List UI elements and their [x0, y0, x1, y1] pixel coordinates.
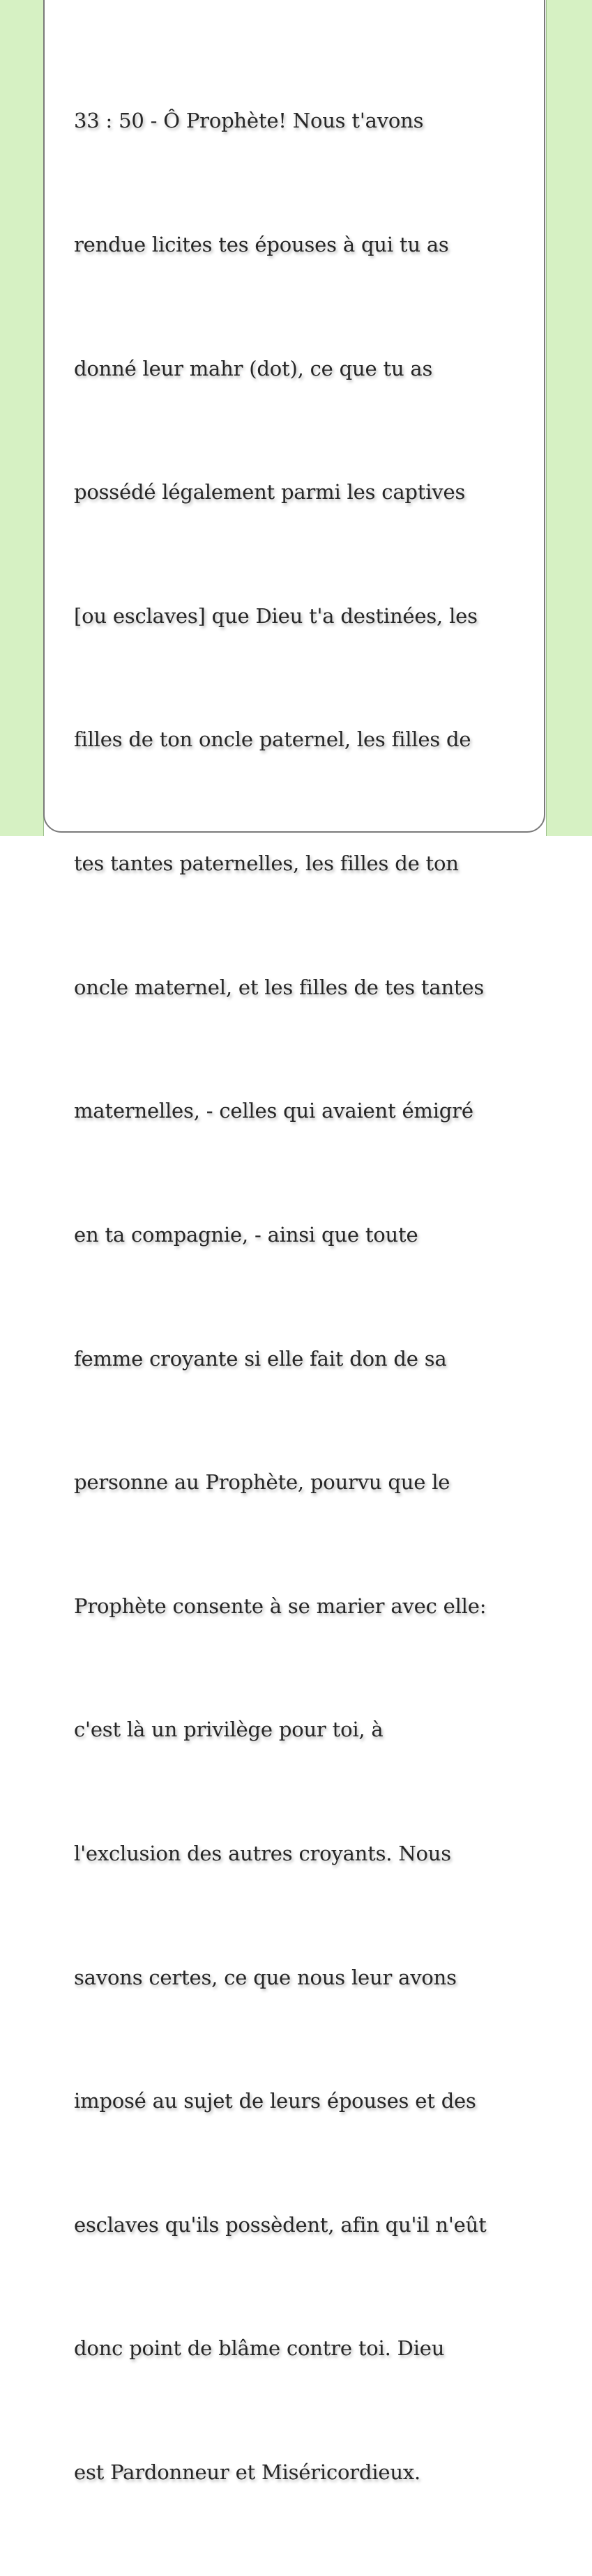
- verse-line: c'est là un privilège pour toi, à: [74, 1718, 384, 1742]
- verse-line: [ou esclaves] que Dieu t'a destinées, les: [74, 603, 478, 628]
- verse-line: filles de ton oncle paternel, les filles de: [74, 727, 471, 752]
- verse-line: Prophète consente à se marier avec elle:: [74, 1594, 487, 1618]
- verse-line: est Pardonneur et Miséricordieux.: [74, 2460, 420, 2484]
- verse-line: tes tantes paternelles, les filles de ton: [74, 851, 459, 876]
- verse-line: maternelles, - celles qui avaient émigré: [74, 1099, 473, 1123]
- verse-line: l'exclusion des autres croyants. Nous: [74, 1841, 451, 1865]
- verse-line: imposé au sujet de leurs épouses et des: [74, 2089, 476, 2113]
- verse-line: 33 : 50 - Ô Prophète! Nous t'avons: [74, 109, 424, 133]
- right-green-border: [546, 0, 592, 836]
- verse-line: femme croyante si elle fait don de sa: [74, 1346, 447, 1371]
- verse-line: donné leur mahr (dot), ce que tu as: [74, 356, 433, 380]
- verse-text: [74, 18, 527, 2576]
- verse-line: savons certes, ce que nous leur avons: [74, 1965, 457, 1989]
- verse-line: en ta compagnie, - ainsi que toute: [74, 1222, 418, 1247]
- verse-line: donc point de blâme contre toi. Dieu: [74, 2336, 445, 2361]
- verse-line: esclaves qu'ils possèdent, afin qu'il n'eût: [74, 2212, 487, 2237]
- verse-line: oncle maternel, et les filles de tes tantes: [74, 975, 485, 999]
- verse-line: possédé légalement parmi les captives: [74, 480, 466, 504]
- verse-line: rendue licites tes épouses à qui tu as: [74, 233, 449, 257]
- left-green-border: [0, 0, 44, 836]
- verse-line: personne au Prophète, pourvu que le: [74, 1470, 450, 1495]
